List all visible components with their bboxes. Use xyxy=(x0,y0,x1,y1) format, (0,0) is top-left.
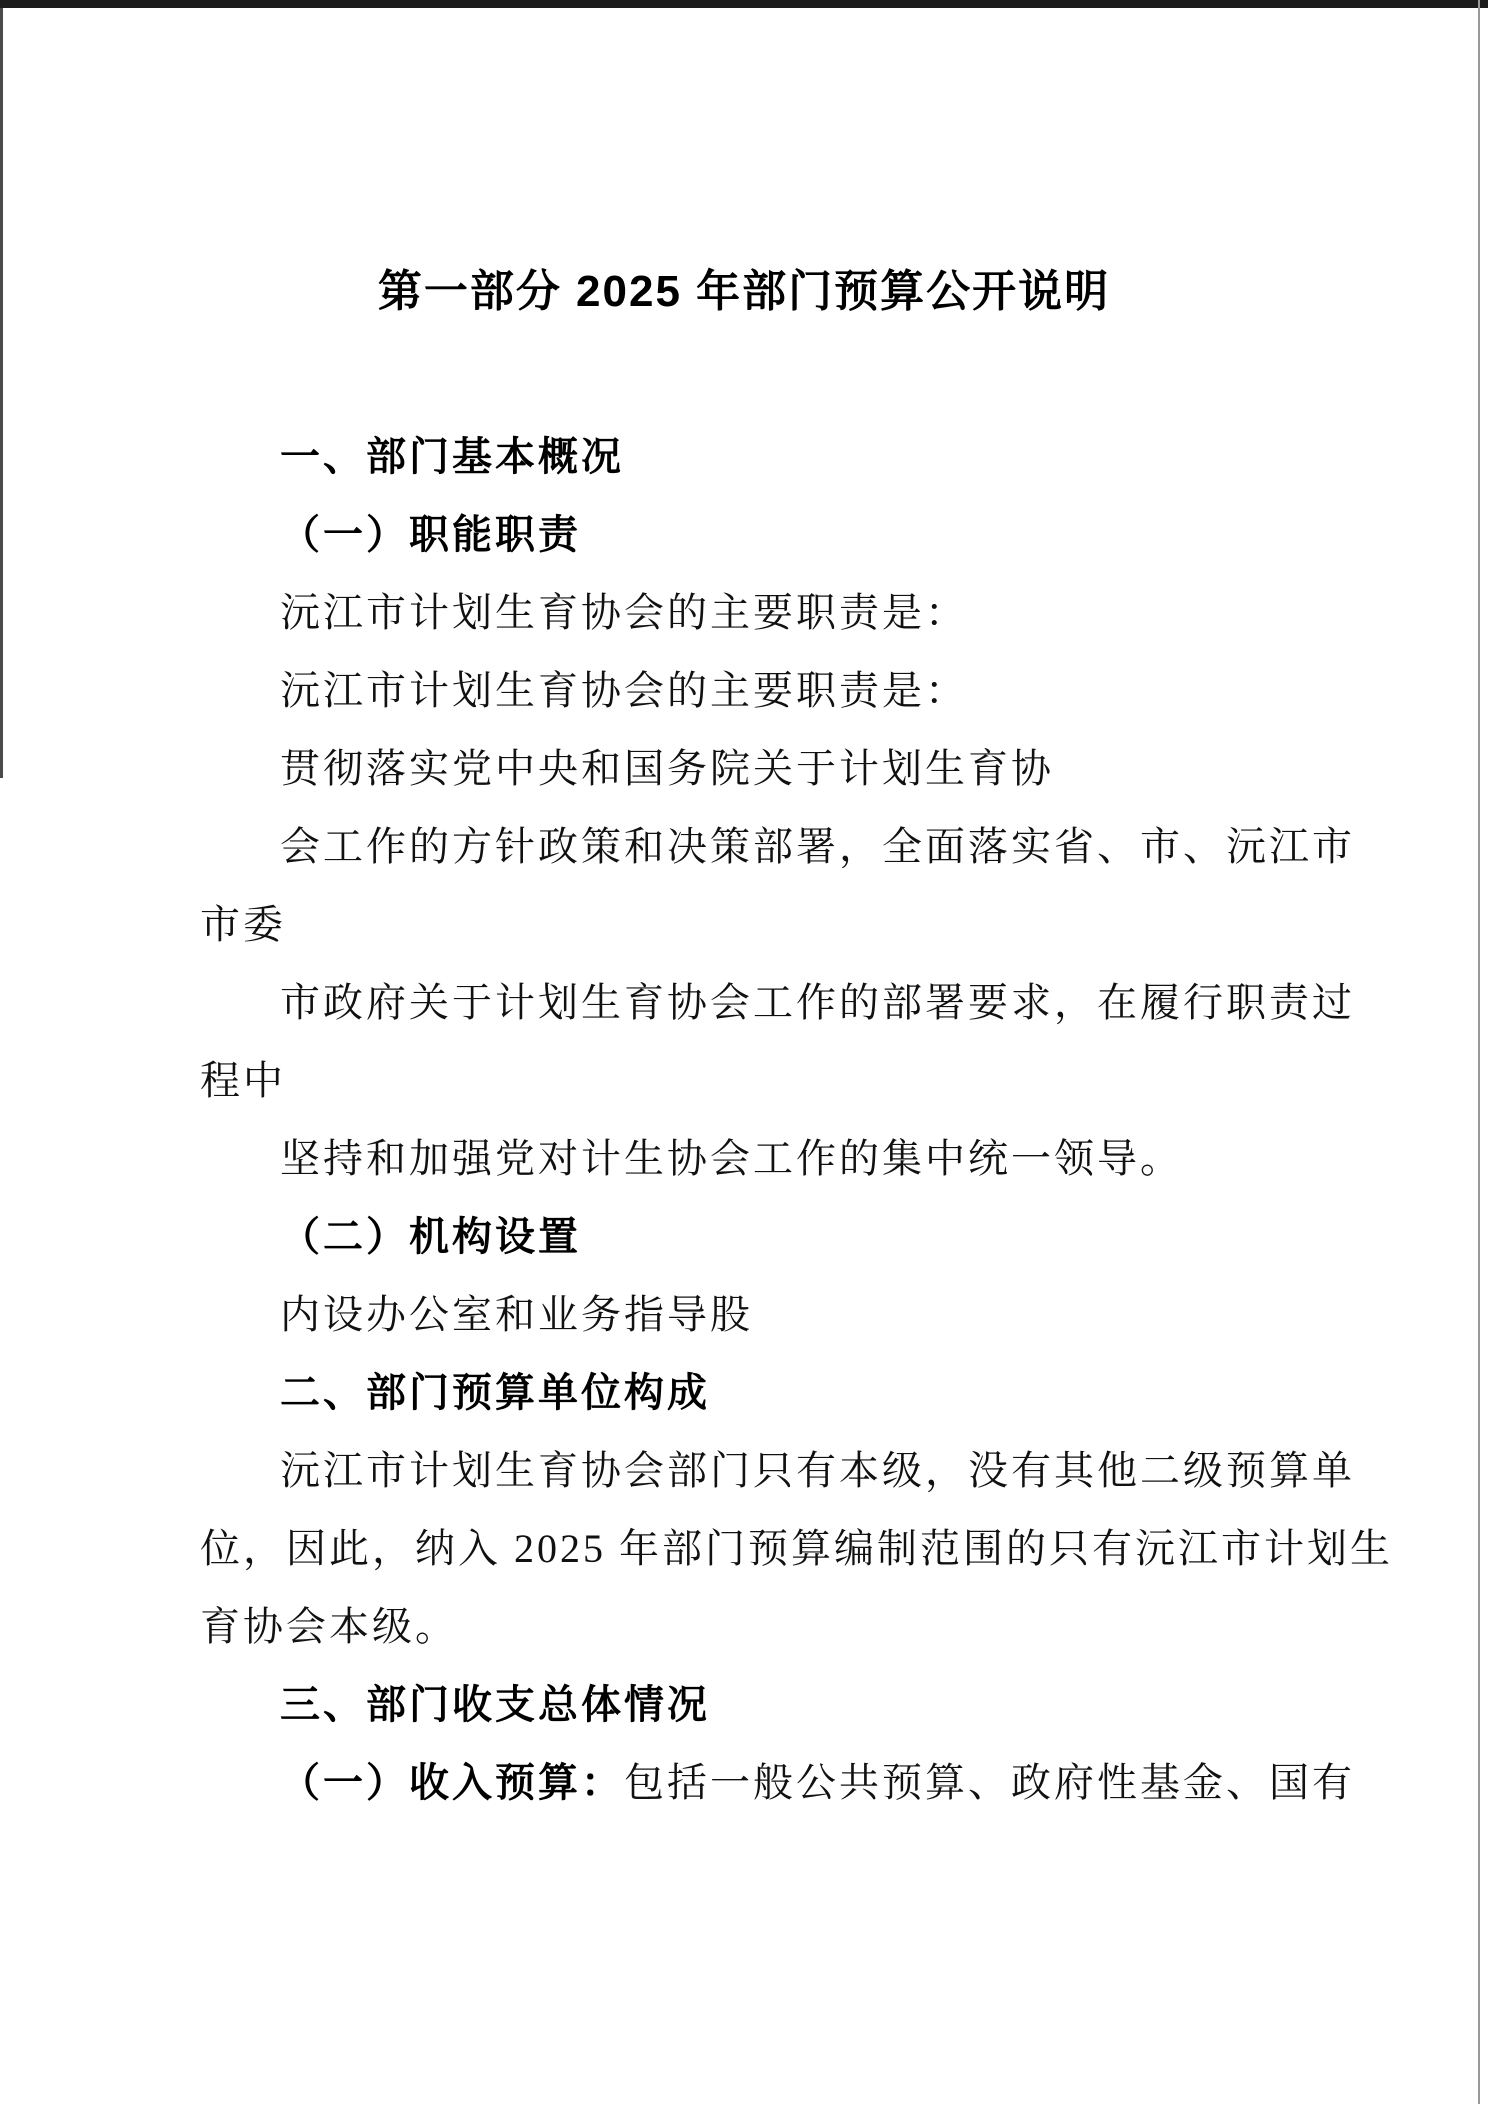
document-text-line: 内设办公室和业务指导股 xyxy=(280,1292,753,1337)
document-text-line: 沅江市计划生育协会的主要职责是： xyxy=(280,590,968,635)
document-heading-line: 三、部门收支总体情况 xyxy=(280,1683,710,1727)
document-text-line: 位，因此，纳入 2025 年部门预算编制范围的只有沅江市计划生 xyxy=(200,1526,1393,1571)
document-text-line: 贯彻落实党中央和国务院关于计划生育协 xyxy=(280,746,1054,791)
document-heading-line: （二）机构设置 xyxy=(280,1215,581,1259)
document-text-line: 坚持和加强党对计生协会工作的集中统一领导。 xyxy=(280,1136,1183,1181)
document-text-line: 沅江市计划生育协会部门只有本级，没有其他二级预算单 xyxy=(280,1448,1355,1493)
document-body xyxy=(200,418,1393,1822)
document-text-line: 市政府关于计划生育协会工作的部署要求，在履行职责过 xyxy=(280,980,1355,1025)
page-title: 第一部分 2025 年部门预算公开说明 xyxy=(377,267,1111,316)
document-text-line: 育协会本级。 xyxy=(200,1604,458,1649)
document-text-line xyxy=(200,1744,1360,1822)
line-lead-text: （一）收入预算： xyxy=(280,1761,624,1805)
document-heading-line: 一、部门基本概况 xyxy=(280,435,624,479)
page-top-edge-bar xyxy=(0,0,1488,8)
line-text: 包括一般公共预算、政府性基金、国有 xyxy=(624,1760,1355,1805)
document-heading-line: （一）职能职责 xyxy=(280,513,581,557)
document-text-line: 会工作的方针政策和决策部署，全面落实省、市、沅江市 xyxy=(280,824,1355,869)
document-text-line: 市委 xyxy=(200,902,286,947)
document-heading-line: 二、部门预算单位构成 xyxy=(280,1371,710,1415)
document-text-line: 沅江市计划生育协会的主要职责是： xyxy=(280,668,968,713)
page-left-edge-line xyxy=(0,8,3,778)
document-text-line: 程中 xyxy=(200,1058,286,1103)
